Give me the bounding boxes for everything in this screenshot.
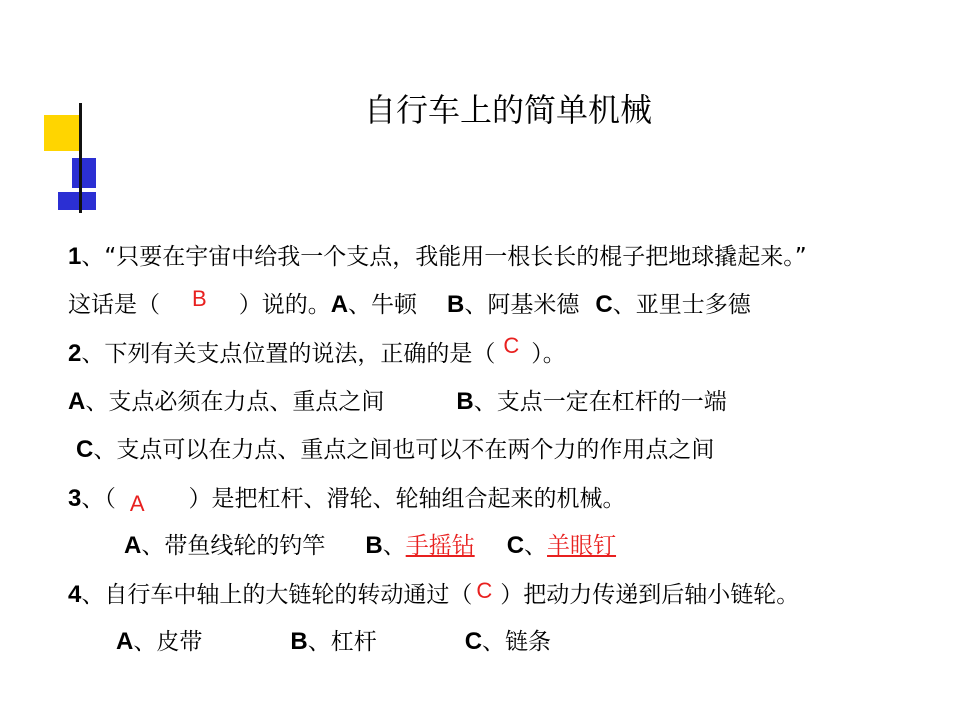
question-1-line-2 [68, 286, 751, 321]
question-3-number: 3 [68, 485, 82, 512]
question-4-option-a-letter: A [116, 628, 134, 655]
page-title: 自行车上的简单机械 [363, 91, 652, 129]
question-2-options-ab [68, 386, 727, 418]
question-1-line-1 [68, 241, 807, 273]
question-2-option-c-line [76, 434, 714, 466]
decor-blue-square-top [72, 158, 96, 188]
question-2-text: 、下列有关支点位置的说法，正确的是（ [81, 341, 496, 367]
question-3-answer: A [129, 491, 145, 516]
question-1-prefix: 这话是（ [68, 292, 160, 318]
question-3-option-c: 羊眼钉 [547, 533, 617, 559]
question-1-option-b: 、阿基米德 [464, 292, 580, 318]
question-1-text: 、“只要在宇宙中给我一个支点，我能用一根长长的棍子把地球撬起来。” [81, 244, 807, 270]
question-3-option-b: 手摇钻 [405, 533, 475, 559]
question-2-option-c-letter: C [76, 436, 94, 463]
question-2-option-a: 、支点必须在力点、重点之间 [85, 389, 385, 415]
question-3-option-b-letter: B [365, 532, 383, 559]
question-1-option-c-letter: C [595, 291, 613, 318]
question-4-option-b: 、杠杆 [307, 629, 377, 655]
question-4-line [68, 579, 799, 611]
question-1-answer: B [192, 286, 207, 311]
question-3-suffix: ）是把杠杆、滑轮、轮轴组合起来的机械。 [188, 486, 626, 512]
question-1-option-a-letter: A [330, 291, 349, 318]
decor-blue-square-bottom [58, 192, 96, 210]
question-2-line [68, 333, 566, 370]
question-3-line [68, 483, 626, 515]
question-3-option-a-letter: A [124, 532, 142, 559]
question-4-option-a: 、皮带 [133, 629, 203, 655]
question-2-number: 2 [68, 340, 82, 367]
question-4-answer: C [476, 578, 493, 603]
question-2-option-b: 、支点一定在杠杆的一端 [473, 389, 727, 415]
question-4-option-c: 、链条 [482, 629, 552, 655]
question-4-option-b-letter: B [290, 628, 308, 655]
question-1-option-b-letter: B [447, 291, 465, 318]
question-4-number: 4 [68, 581, 82, 608]
question-1-number: 1 [68, 243, 82, 270]
question-4-prefix: 、自行车中轴上的大链轮的转动通过（ [81, 582, 473, 608]
question-2-close: ）。 [531, 341, 566, 367]
question-3-prefix: 、（ [81, 486, 116, 512]
question-3-option-a: 、带鱼线轮的钓竿 [141, 533, 326, 559]
question-4-suffix: ）把动力传递到后轴小链轮。 [500, 582, 800, 608]
question-2-option-a-letter: A [68, 388, 86, 415]
question-4-option-c-letter: C [464, 628, 483, 655]
question-1-option-a: 、牛顿 [348, 292, 418, 318]
question-3-option-c-sep: 、 [524, 533, 548, 559]
question-3-option-c-letter: C [506, 532, 525, 559]
question-3-option-b-sep: 、 [382, 533, 406, 559]
question-4-options [116, 626, 551, 658]
question-2-answer: C [503, 333, 520, 358]
question-1-option-c: 、亚里士多德 [612, 292, 751, 318]
question-2-option-c: 、支点可以在力点、重点之间也可以不在两个力的作用点之间 [93, 437, 715, 463]
question-1-suffix: ）说的。 [238, 292, 331, 318]
question-2-option-b-letter: B [456, 388, 474, 415]
question-3-options [124, 530, 616, 562]
